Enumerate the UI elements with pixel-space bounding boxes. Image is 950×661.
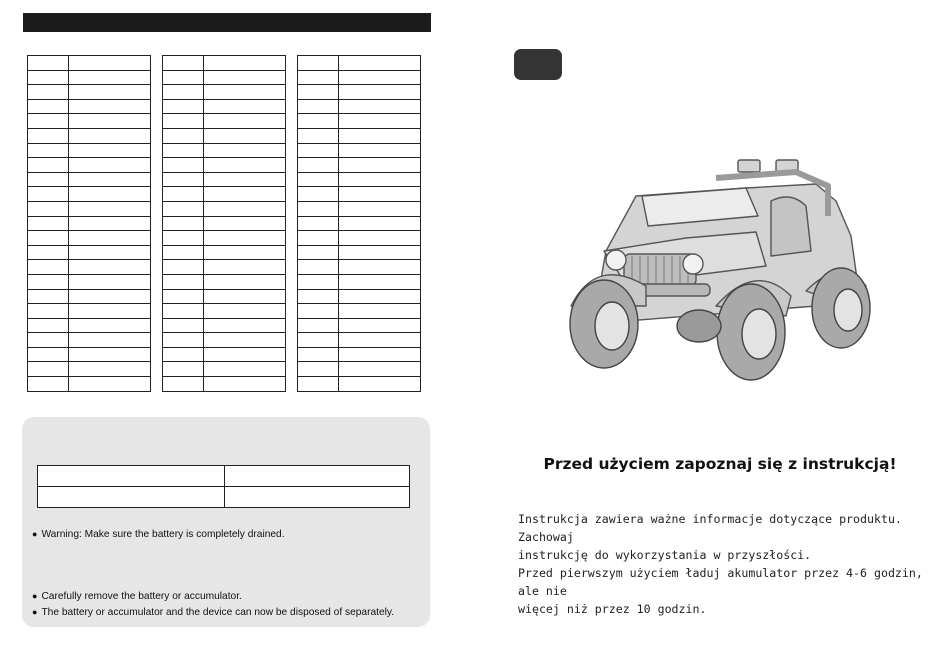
- table-row: [28, 260, 151, 275]
- table-cell: [298, 304, 339, 319]
- table-cell: [339, 201, 421, 216]
- table-row: [298, 201, 421, 216]
- table-cell: [339, 187, 421, 202]
- table-cell: [69, 56, 151, 71]
- table-cell: [28, 216, 69, 231]
- table-cell: [163, 143, 204, 158]
- table-cell: [28, 56, 69, 71]
- table-cell: [339, 304, 421, 319]
- table-cell: [298, 128, 339, 143]
- table-cell: [28, 260, 69, 275]
- table-row: [298, 231, 421, 246]
- table-cell: [69, 333, 151, 348]
- table-cell: [163, 377, 204, 392]
- table-row: [163, 347, 286, 362]
- table-row: [28, 289, 151, 304]
- table-cell: [163, 304, 204, 319]
- table-cell: [339, 231, 421, 246]
- table-cell: [339, 128, 421, 143]
- left-header-bar: [23, 13, 431, 32]
- table-cell: [69, 158, 151, 173]
- table-row: [28, 158, 151, 173]
- table-cell: [69, 143, 151, 158]
- table-row: [163, 260, 286, 275]
- table-row: [163, 85, 286, 100]
- table-row: [298, 70, 421, 85]
- table-cell: [28, 85, 69, 100]
- table-row: [28, 128, 151, 143]
- table-row: [163, 70, 286, 85]
- table-cell: [28, 99, 69, 114]
- dispose-bullet: [32, 607, 394, 618]
- table-cell: [339, 260, 421, 275]
- table-cell: [28, 143, 69, 158]
- table-cell: [339, 85, 421, 100]
- table-row: [163, 362, 286, 377]
- table-row: [163, 99, 286, 114]
- bullet-dot-icon: ●: [32, 607, 38, 617]
- table-cell: [298, 56, 339, 71]
- table-cell: [204, 85, 286, 100]
- table-row: [298, 128, 421, 143]
- table-cell: [298, 172, 339, 187]
- intro-heading: Przed użyciem zapoznaj się z instrukcją!: [543, 455, 897, 473]
- table-cell: [298, 114, 339, 129]
- table-cell: [339, 377, 421, 392]
- table-cell: [339, 347, 421, 362]
- table-cell: [163, 289, 204, 304]
- table-row: [163, 143, 286, 158]
- table-row: [28, 56, 151, 71]
- table-cell: [339, 99, 421, 114]
- table-cell: [225, 487, 410, 508]
- table-cell: [298, 245, 339, 260]
- table-cell: [204, 56, 286, 71]
- table-cell: [204, 143, 286, 158]
- parts-table-1: [27, 55, 151, 392]
- table-cell: [69, 128, 151, 143]
- table-cell: [28, 245, 69, 260]
- table-row: [28, 231, 151, 246]
- table-cell: [163, 172, 204, 187]
- table-cell: [28, 362, 69, 377]
- table-row: [28, 99, 151, 114]
- table-cell: [163, 114, 204, 129]
- table-row: [298, 216, 421, 231]
- table-cell: [339, 158, 421, 173]
- table-cell: [69, 187, 151, 202]
- table-cell: [69, 274, 151, 289]
- table-row: [28, 114, 151, 129]
- table-cell: [204, 274, 286, 289]
- table-cell: [69, 318, 151, 333]
- table-cell: [69, 377, 151, 392]
- table-row: [298, 143, 421, 158]
- table-cell: [163, 333, 204, 348]
- table-row: [298, 187, 421, 202]
- table-cell: [204, 231, 286, 246]
- table-cell: [69, 216, 151, 231]
- vehicle-illustration-icon: [566, 156, 876, 386]
- table-row: [28, 377, 151, 392]
- table-cell: [298, 158, 339, 173]
- table-cell: [339, 289, 421, 304]
- table-cell: [69, 201, 151, 216]
- table-cell: [298, 260, 339, 275]
- table-row: [163, 377, 286, 392]
- table-cell: [28, 347, 69, 362]
- table-row: [28, 216, 151, 231]
- table-row: [163, 304, 286, 319]
- table-cell: [339, 143, 421, 158]
- table-cell: [298, 187, 339, 202]
- table-row: [298, 289, 421, 304]
- table-row: [298, 158, 421, 173]
- table-cell: [163, 260, 204, 275]
- table-cell: [298, 362, 339, 377]
- table-cell: [204, 289, 286, 304]
- table-cell: [69, 260, 151, 275]
- table-cell: [339, 56, 421, 71]
- table-row: [163, 333, 286, 348]
- table-cell: [204, 128, 286, 143]
- table-cell: [163, 201, 204, 216]
- intro-line: Instrukcja zawiera ważne informacje dotyczące produktu. Zachowaj: [518, 512, 902, 544]
- table-cell: [163, 128, 204, 143]
- battery-info-table: [37, 465, 410, 508]
- table-row: [298, 318, 421, 333]
- table-row: [28, 85, 151, 100]
- table-cell: [28, 333, 69, 348]
- table-row: [163, 318, 286, 333]
- table-cell: [28, 231, 69, 246]
- table-row: [163, 172, 286, 187]
- table-cell: [298, 143, 339, 158]
- table-cell: [163, 347, 204, 362]
- table-row: [28, 245, 151, 260]
- table-cell: [298, 231, 339, 246]
- table-row: [298, 274, 421, 289]
- table-cell: [204, 99, 286, 114]
- table-cell: [163, 245, 204, 260]
- table-row: [38, 466, 410, 487]
- table-cell: [204, 216, 286, 231]
- table-cell: [163, 85, 204, 100]
- table-cell: [38, 487, 225, 508]
- table-cell: [163, 70, 204, 85]
- intro-line: Przed pierwszym użyciem ładuj akumulator przez 4-6 godzin, ale nie: [518, 566, 923, 598]
- table-row: [163, 158, 286, 173]
- table-cell: [204, 172, 286, 187]
- table-cell: [69, 172, 151, 187]
- table-row: [298, 114, 421, 129]
- table-cell: [69, 114, 151, 129]
- table-row: [28, 274, 151, 289]
- table-cell: [298, 333, 339, 348]
- table-row: [163, 216, 286, 231]
- table-cell: [28, 172, 69, 187]
- table-row: [298, 304, 421, 319]
- table-row: [298, 362, 421, 377]
- table-row: [28, 333, 151, 348]
- table-row: [298, 85, 421, 100]
- table-cell: [163, 274, 204, 289]
- table-cell: [28, 201, 69, 216]
- table-cell: [298, 70, 339, 85]
- table-cell: [339, 216, 421, 231]
- table-cell: [69, 245, 151, 260]
- table-row: [163, 289, 286, 304]
- table-cell: [69, 304, 151, 319]
- table-row: [28, 172, 151, 187]
- table-row: [163, 274, 286, 289]
- table-row: [298, 333, 421, 348]
- table-row: [28, 347, 151, 362]
- intro-line: instrukcję do wykorzystania w przyszłości.: [518, 548, 812, 562]
- table-cell: [69, 99, 151, 114]
- dispose-text: The battery or accumulator and the device can now be disposed of separately.: [41, 607, 395, 618]
- table-cell: [163, 56, 204, 71]
- table-cell: [28, 289, 69, 304]
- table-cell: [69, 347, 151, 362]
- table-cell: [298, 274, 339, 289]
- table-cell: [204, 201, 286, 216]
- table-cell: [298, 289, 339, 304]
- table-cell: [339, 274, 421, 289]
- table-row: [163, 56, 286, 71]
- table-cell: [339, 333, 421, 348]
- table-cell: [298, 347, 339, 362]
- table-row: [163, 231, 286, 246]
- table-cell: [204, 377, 286, 392]
- table-row: [28, 318, 151, 333]
- table-cell: [298, 216, 339, 231]
- table-cell: [69, 231, 151, 246]
- table-cell: [339, 70, 421, 85]
- table-cell: [204, 304, 286, 319]
- table-row: [298, 260, 421, 275]
- table-cell: [204, 245, 286, 260]
- table-cell: [298, 99, 339, 114]
- table-cell: [28, 158, 69, 173]
- table-cell: [28, 318, 69, 333]
- table-row: [298, 99, 421, 114]
- table-row: [163, 245, 286, 260]
- table-cell: [28, 128, 69, 143]
- table-cell: [204, 187, 286, 202]
- table-cell: [204, 260, 286, 275]
- table-row: [28, 201, 151, 216]
- table-row: [163, 114, 286, 129]
- table-row: [298, 245, 421, 260]
- table-cell: [28, 304, 69, 319]
- table-cell: [163, 158, 204, 173]
- table-row: [298, 347, 421, 362]
- table-cell: [225, 466, 410, 487]
- table-cell: [298, 318, 339, 333]
- table-cell: [28, 114, 69, 129]
- table-cell: [298, 377, 339, 392]
- table-row: [298, 377, 421, 392]
- table-cell: [69, 70, 151, 85]
- remove-battery-bullet: [32, 591, 242, 602]
- table-cell: [163, 99, 204, 114]
- table-cell: [339, 172, 421, 187]
- table-cell: [28, 70, 69, 85]
- table-row: [28, 70, 151, 85]
- table-cell: [163, 187, 204, 202]
- table-cell: [28, 187, 69, 202]
- table-row: [28, 143, 151, 158]
- remove-battery-text: Carefully remove the battery or accumulator.: [41, 591, 242, 602]
- table-cell: [204, 333, 286, 348]
- bullet-dot-icon: ●: [32, 591, 38, 601]
- table-cell: [163, 216, 204, 231]
- table-row: [38, 487, 410, 508]
- table-cell: [69, 362, 151, 377]
- table-cell: [204, 70, 286, 85]
- table-cell: [204, 114, 286, 129]
- warning-bullet: [32, 529, 285, 540]
- parts-table-3: [297, 55, 421, 392]
- table-cell: [69, 289, 151, 304]
- table-cell: [163, 318, 204, 333]
- section-tab: [514, 49, 562, 80]
- table-cell: [339, 114, 421, 129]
- table-row: [298, 56, 421, 71]
- table-cell: [38, 466, 225, 487]
- table-cell: [339, 245, 421, 260]
- table-cell: [28, 274, 69, 289]
- table-cell: [28, 377, 69, 392]
- disposal-panel: [22, 417, 430, 627]
- table-row: [28, 187, 151, 202]
- intro-body: [518, 510, 943, 618]
- intro-line: więcej niż przez 10 godzin.: [518, 602, 707, 616]
- table-row: [163, 187, 286, 202]
- table-row: [298, 172, 421, 187]
- table-row: [163, 128, 286, 143]
- table-cell: [204, 347, 286, 362]
- table-cell: [339, 362, 421, 377]
- warning-text: Warning: Make sure the battery is completely drained.: [41, 529, 285, 540]
- table-cell: [204, 362, 286, 377]
- table-cell: [163, 231, 204, 246]
- parts-table-2: [162, 55, 286, 392]
- table-row: [28, 304, 151, 319]
- table-cell: [339, 318, 421, 333]
- table-row: [163, 201, 286, 216]
- table-cell: [298, 201, 339, 216]
- bullet-dot-icon: ●: [32, 529, 38, 539]
- table-cell: [163, 362, 204, 377]
- table-cell: [204, 318, 286, 333]
- table-cell: [298, 85, 339, 100]
- table-row: [28, 362, 151, 377]
- table-cell: [69, 85, 151, 100]
- table-cell: [204, 158, 286, 173]
